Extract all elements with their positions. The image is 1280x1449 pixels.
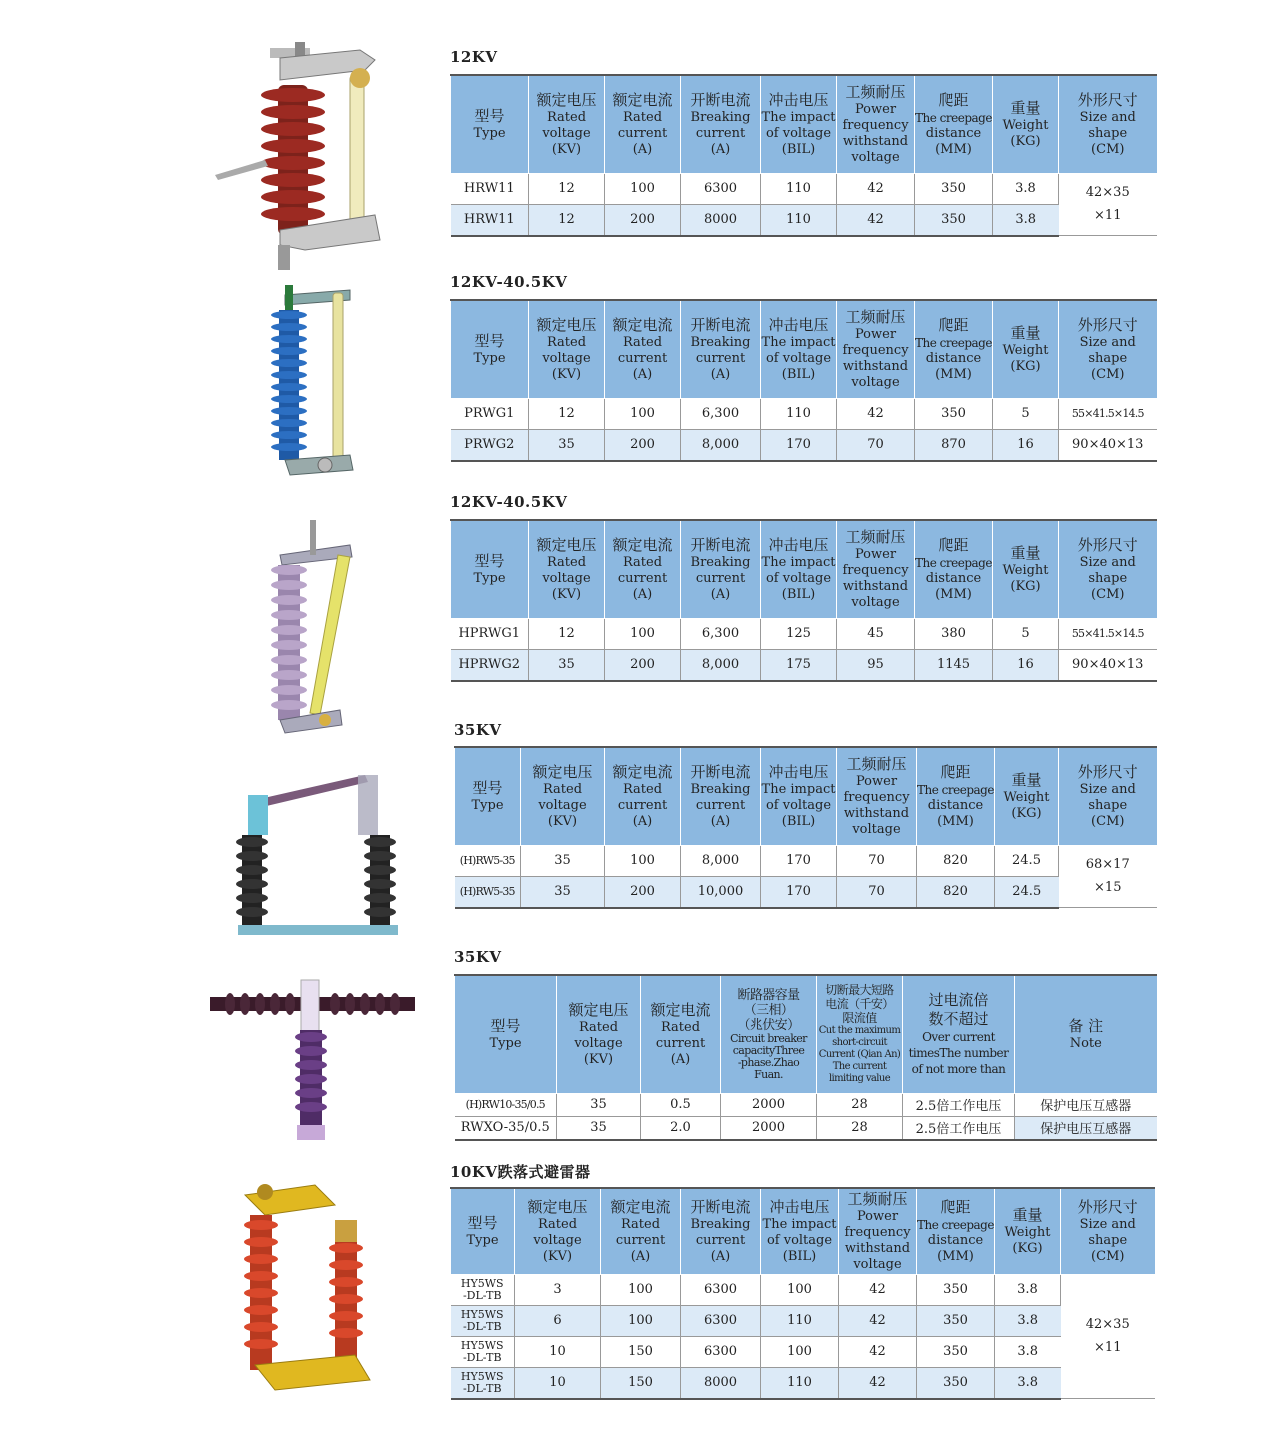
- header-creepage: 爬距 The creepage distance (MM): [917, 1188, 995, 1274]
- header-impact: 冲击电压 The impact of voltage (BIL): [761, 1188, 839, 1274]
- fuse-35kv-horizontal-image: [205, 975, 420, 1145]
- header-creepage: 爬距 The creepage distance (MM): [917, 747, 995, 845]
- section-title-hprwg: 12KV-40.5KV: [450, 493, 568, 511]
- fuse-cutout-blue-image: [255, 265, 365, 490]
- header-voltage: 额定电压 Rated voltage (KV): [529, 520, 605, 618]
- header-size: 外形尺寸 Size and shape (CM): [1059, 300, 1157, 398]
- table-row: HPRWG1 12 100 6,300 125 45 380 5 55×41.5×14.5: [451, 618, 1157, 649]
- header-voltage: 额定电压 Rated voltage (KV): [557, 975, 641, 1093]
- header-impact: 冲击电压 The impact of voltage (BIL): [761, 300, 837, 398]
- header-over-current: 过电流倍 数不超过 Over current timesThe number of not more than: [903, 975, 1015, 1093]
- header-power: 工频耐压 Power frequency withstand voltage: [837, 300, 915, 398]
- header-cut-current: 切断最大短路 电流（千安） 限流值 Cut the maximum short-circuit Current (Qian An) The current limiting value: [817, 975, 903, 1093]
- header-power: 工频耐压 Power frequency withstand voltage: [837, 747, 917, 845]
- table-row: (H)RW5-35 35 100 8,000 170 70 820 24.5 68×17 ×15: [455, 845, 1157, 876]
- header-breaking: 开断电流 Breaking current (A): [681, 520, 761, 618]
- table-row: PRWG2 35 200 8,000 170 70 870 16 90×40×13: [451, 429, 1157, 461]
- header-note: 备 注 Note: [1015, 975, 1157, 1093]
- header-creepage: 爬距 The creepage distance (MM): [915, 75, 993, 173]
- header-size: 外形尺寸 Size and shape (CM): [1061, 1188, 1155, 1274]
- arrester-red-image: [205, 1180, 395, 1395]
- header-type: 型号 Type: [455, 975, 557, 1093]
- table-row: HY5WS -DL-TB 3 100 6300 100 42 350 3.8 42×35 ×11: [451, 1274, 1155, 1305]
- header-current: 额定电流 Rated current (A): [641, 975, 721, 1093]
- header-voltage: 额定电压 Rated voltage (KV): [529, 300, 605, 398]
- header-breaking: 开断电流 Breaking current (A): [681, 1188, 761, 1274]
- table-row: PRWG1 12 100 6,300 110 42 350 5 55×41.5×14.5: [451, 398, 1157, 429]
- header-impact: 冲击电压 The impact of voltage (BIL): [761, 75, 837, 173]
- header-weight: 重量 Weight (KG): [995, 1188, 1061, 1274]
- table-row: (H)RW10-35/0.5 35 0.5 2000 28 2.5倍工作电压 保护电压互感器: [455, 1093, 1157, 1116]
- header-weight: 重量 Weight (KG): [995, 747, 1059, 845]
- header-weight: 重量 Weight (KG): [993, 75, 1059, 173]
- table-row: HRW11 12 200 8000 110 42 350 3.8: [451, 204, 1157, 236]
- table-row: HY5WS -DL-TB 10 150 6300 100 42 350 3.8: [451, 1336, 1155, 1367]
- fuse-cutout-red-image: [210, 40, 400, 275]
- section-title-prwg: 12KV-40.5KV: [450, 273, 568, 291]
- header-impact: 冲击电压 The impact of voltage (BIL): [761, 747, 837, 845]
- header-type: 型号 Type: [451, 520, 529, 618]
- header-type: 型号 Type: [451, 75, 529, 173]
- size-cell: 42×35 ×11: [1061, 1274, 1155, 1399]
- fuse-35kv-black-image: [230, 760, 410, 940]
- header-power: 工频耐压 Power frequency withstand voltage: [839, 1188, 917, 1274]
- table-row: RWXO-35/0.5 35 2.0 2000 28 2.5倍工作电压 保护电压互感器: [455, 1116, 1157, 1140]
- header-breaking: 开断电流 Breaking current (A): [681, 75, 761, 173]
- section-title-35kv-rw10: 35KV: [454, 948, 502, 966]
- header-current: 额定电流 Rated current (A): [605, 75, 681, 173]
- header-weight: 重量 Weight (KG): [993, 520, 1059, 618]
- header-weight: 重量 Weight (KG): [993, 300, 1059, 398]
- fuse-cutout-purple-image: [250, 515, 370, 745]
- size-cell: 42×35 ×11: [1059, 173, 1157, 236]
- header-type: 型号 Type: [451, 1188, 515, 1274]
- table-row: HPRWG2 35 200 8,000 175 95 1145 16 90×40×13: [451, 649, 1157, 681]
- header-power: 工频耐压 Power frequency withstand voltage: [837, 75, 915, 173]
- header-voltage: 额定电压 Rated voltage (KV): [521, 747, 605, 845]
- table-row: HY5WS -DL-TB 6 100 6300 110 42 350 3.8: [451, 1305, 1155, 1336]
- table-row: HY5WS -DL-TB 10 150 8000 110 42 350 3.8: [451, 1367, 1155, 1399]
- header-current: 额定电流 Rated current (A): [605, 747, 681, 845]
- header-creepage: 爬距 The creepage distance (MM): [915, 520, 993, 618]
- spec-table-prwg: [450, 299, 1157, 462]
- spec-table-12kv: [450, 74, 1157, 237]
- spec-table-35kv-rw10: [454, 974, 1157, 1141]
- header-breaking: 开断电流 Breaking current (A): [681, 747, 761, 845]
- header-size: 外形尺寸 Size and shape (CM): [1059, 747, 1157, 845]
- header-impact: 冲击电压 The impact of voltage (BIL): [761, 520, 837, 618]
- spec-table-hprwg: [450, 519, 1157, 682]
- header-current: 额定电流 Rated current (A): [605, 520, 681, 618]
- section-title-12kv: 12KV: [450, 48, 498, 66]
- header-breaker-capacity: 断路器容量 （三相） （兆伏安） Circuit breaker capacityThree -phase.Zhao Fuan.: [721, 975, 817, 1093]
- table-row: HRW11 12 100 6300 110 42 350 3.8 42×35 ×11: [451, 173, 1157, 204]
- header-voltage: 额定电压 Rated voltage (KV): [515, 1188, 601, 1274]
- size-cell: 68×17 ×15: [1059, 845, 1157, 908]
- header-current: 额定电流 Rated current (A): [601, 1188, 681, 1274]
- header-power: 工频耐压 Power frequency withstand voltage: [837, 520, 915, 618]
- header-voltage: 额定电压 Rated voltage (KV): [529, 75, 605, 173]
- section-title-35kv-rw5: 35KV: [454, 721, 502, 739]
- spec-table-35kv-rw5: [454, 746, 1157, 909]
- header-type: 型号 Type: [455, 747, 521, 845]
- header-type: 型号 Type: [451, 300, 529, 398]
- section-title-10kv-arrester: 10KV跌落式避雷器: [450, 1163, 591, 1181]
- header-size: 外形尺寸 Size and shape (CM): [1059, 75, 1157, 173]
- spec-table-10kv-arrester: [450, 1187, 1155, 1400]
- header-current: 额定电流 Rated current (A): [605, 300, 681, 398]
- header-size: 外形尺寸 Size and shape (CM): [1059, 520, 1157, 618]
- table-row: (H)RW5-35 35 200 10,000 170 70 820 24.5: [455, 876, 1157, 908]
- header-breaking: 开断电流 Breaking current (A): [681, 300, 761, 398]
- header-creepage: 爬距 The creepage distance (MM): [915, 300, 993, 398]
